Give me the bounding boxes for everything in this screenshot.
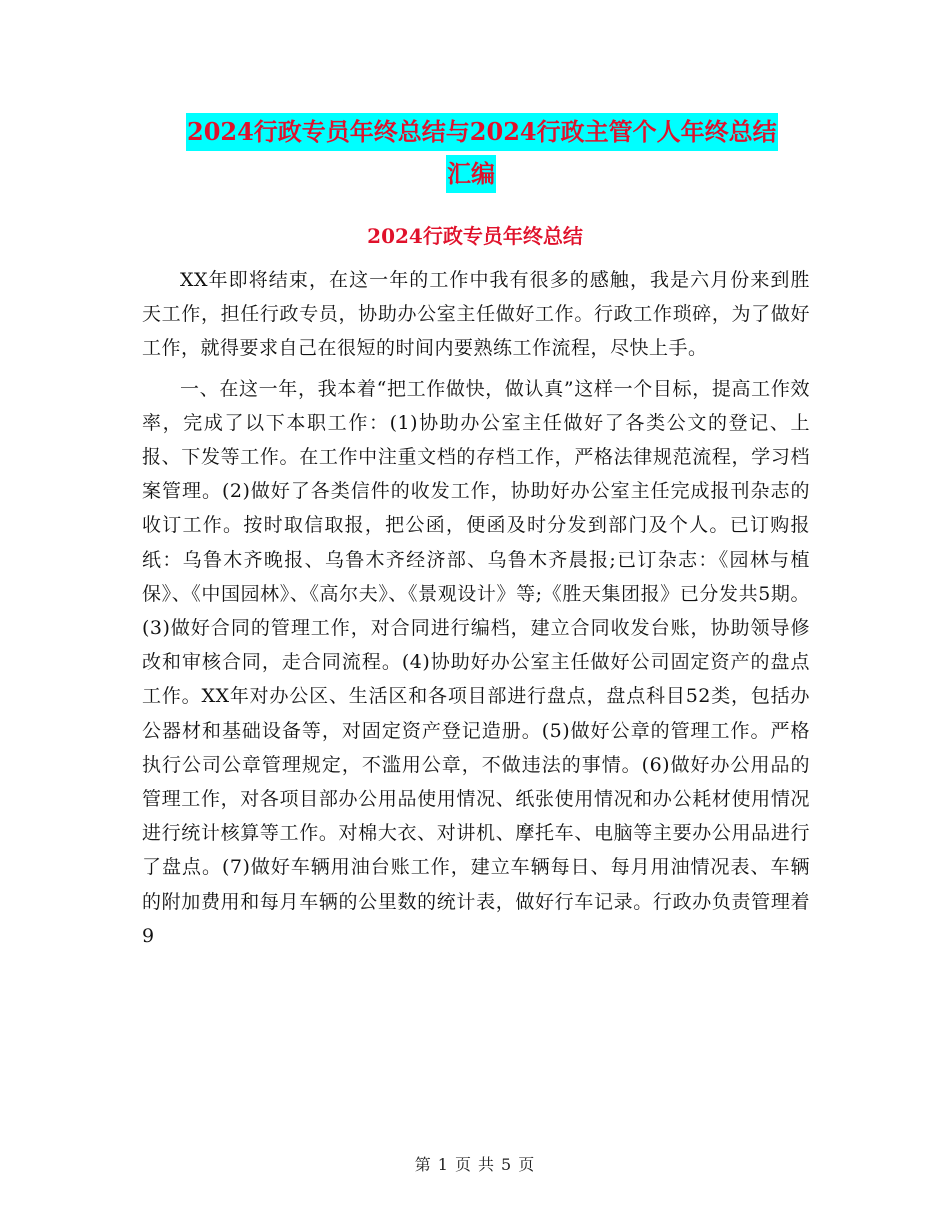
footer-suffix: 页 (518, 1155, 536, 1174)
document-body (142, 263, 810, 959)
footer-page-number: 1 (437, 1155, 449, 1174)
page-footer (0, 1153, 950, 1177)
section-title: 2024行政专员年终总结 (367, 224, 583, 248)
document-title-line2: 汇编 (446, 155, 496, 193)
footer-page-total: 5 (501, 1155, 513, 1174)
paragraph-2: 一、在这一年，我本着“把工作做快，做认真”这样一个目标，提高工作效率，完成了以下本职工作：(1)协助办公室主任做好了各类公文的登记、上报、下发等工作。在工作中注重文档的存档工作，严格法律规范流程，学习档案管理。(2)做好了各类信件的收发工作，协助好办公室主任完成报刊杂志的收订工作。按时取信取报，把公函，便函及时分发到部门及个人。已订购报纸：乌鲁木齐晚报、乌鲁木齐经济部、乌鲁木齐晨报;已订杂志：《园林与植保》、《中国园林》、《高尔夫》、《景观设计》等;《胜天集团报》已分发共5期。(3)做好合同的管理工作，对合同进行编档，建立合同收发台账，协助领导修改和审核合同，走合同流程。(4)协助好办公室主任做好公司固定资产的盘点工作。XX年对办公区、生活区和各项目部进行盘点，盘点科目52类，包括办公器材和基础设备等，对固定资产登记造册。(5)做好公章的管理工作。严格执行公司公章管理规定，不滥用公章，不做违法的事情。(6)做好办公用品的管理工作，对各项目部办公用品使用情况、纸张使用情况和办公耗材使用情况进行统计核算等工作。对棉大衣、对讲机、摩托车、电脑等主要办公用品进行了盘点。(7)做好车辆用油台账工作，建立车辆每日、每月用油情况表、车辆的附加费用和每月车辆的公里数的统计表，做好行车记录。行政办负责管理着9 (142, 377, 810, 947)
paragraph-1: XX年即将结束，在这一年的工作中我有很多的感触，我是六月份来到胜天工作，担任行政专员，协助办公室主任做好工作。行政工作琐碎，为了做好工作，就得要求自己在很短的时间内要熟练工作流程，尽快上手。 (142, 269, 810, 360)
footer-prefix: 第 (414, 1155, 432, 1174)
footer-mid: 页 共 (454, 1155, 496, 1174)
document-title-line1: 2024行政专员年终总结与2024行政主管个人年终总结 (186, 113, 778, 151)
